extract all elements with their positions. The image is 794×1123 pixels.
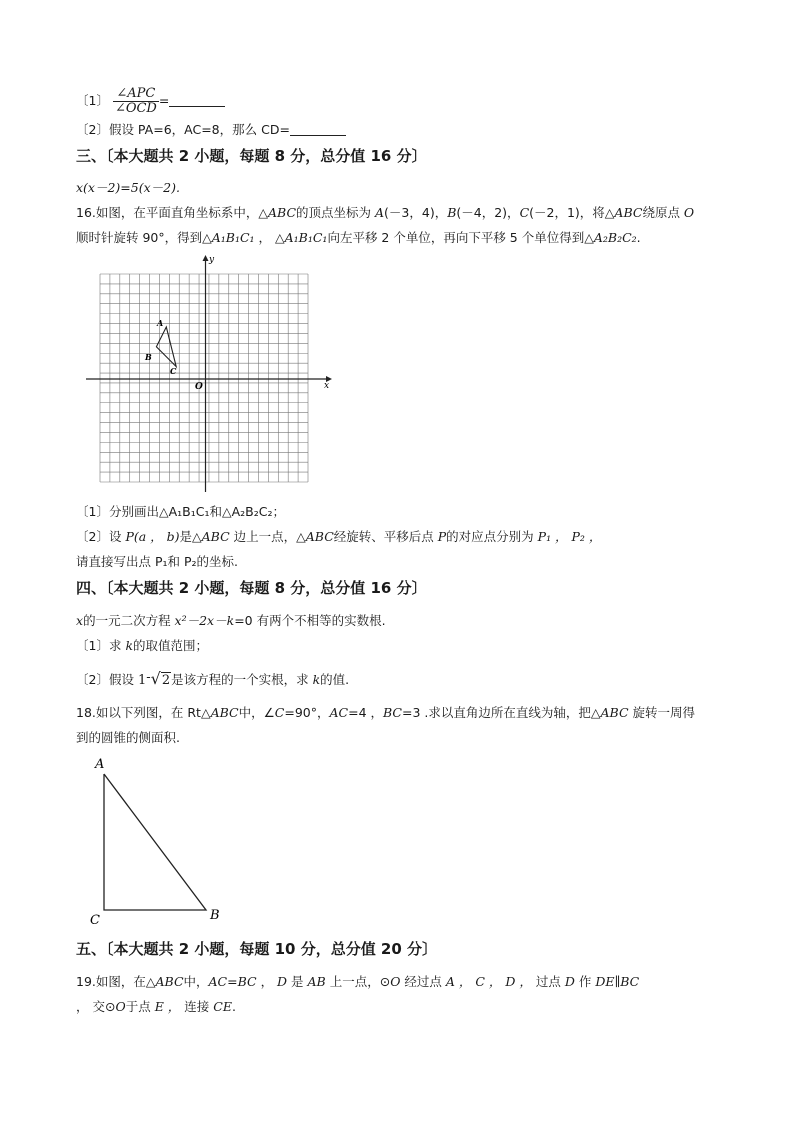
one-minus-root2-expr: 1-√2 (137, 669, 171, 688)
point-a-label: A (157, 318, 164, 328)
vertex-b-label: B (210, 908, 220, 923)
answer-blank-2[interactable] (290, 123, 346, 136)
y-axis-arrow (203, 255, 209, 261)
point-b-label: B (145, 352, 152, 362)
vertex-a-label: A (95, 757, 105, 772)
y-axis-label: y (209, 255, 215, 265)
angle-ratio-fraction: $\frac{\text{∠APC}}{\text{∠OCD}}$ (114, 86, 157, 116)
point-c-label: C (170, 366, 177, 376)
q15b-equation: x(x－2)=5(x－2). (76, 180, 180, 195)
right-triangle-figure (86, 752, 236, 930)
section-4-title: 四、〔本大题共 2 小题，每题 8 分，总分值 16 分〕 (76, 579, 427, 597)
q19-line2: ， 交⊙O于点 E ， 连接 CE. (76, 999, 236, 1014)
q17-part1: 〔1〕求 k的取值范围； (76, 638, 209, 653)
origin-label: O (195, 382, 203, 392)
q17-line1: x的一元二次方程 x²－2x－k=0 有两个不相等的实数根. (76, 613, 386, 628)
q16-part1: 〔1〕分别画出△A₁B₁C₁和△A₂B₂C₂； (76, 504, 285, 519)
section-3-title: 三、〔本大题共 2 小题，每题 8 分，总分值 16 分〕 (76, 147, 427, 165)
x-axis-label: x (324, 381, 330, 391)
q16-part2-line2: 请直接写出点 P₁和 P₂的坐标. (76, 554, 239, 569)
coordinate-grid-figure (80, 252, 340, 497)
q16-line2: 顺时针旋转 90°，得到△A₁B₁C₁ ， △A₁B₁C₁向左平移 2 个单位，再向下平移 5 个单位得到△A₂B₂C₂. (76, 230, 641, 245)
grid-lines (100, 274, 308, 482)
q18-line1: 18.如以下列图，在 Rt△ABC中，∠C=90°，AC=4 ，BC=3 .求以直角边所在直线为轴，把△ABC 旋转一周得 (76, 705, 695, 720)
answer-blank-1[interactable] (169, 94, 225, 107)
q16-part2: 〔2〕设 P(a ， b)是△ABC 边上一点，△ABC经旋转、平移后点 P的对应点分别为 P₁ ， P₂ ， (76, 529, 602, 544)
q17-part2: 〔2〕假设 1-√2是该方程的一个实根，求 k的值. (76, 669, 350, 688)
vertex-c-label: C (90, 913, 100, 928)
q18-line2: 到的圆锥的侧面积. (76, 730, 180, 745)
q15-part1: 〔1〕 $\frac{\text{∠APC}}{\text{∠OCD}}$ = (76, 87, 225, 116)
q15-part2: 〔2〕假设 PA=6，AC=8，那么 CD= (76, 122, 346, 138)
q19-line1: 19.如图，在△ABC中，AC=BC ， D 是 AB 上一点，⊙O 经过点 A ， C ， D ， 过点 D 作 DE∥BC (76, 974, 640, 989)
sqrt-sign: √ (150, 669, 161, 688)
q16-line1: 16.如图，在平面直角坐标系中，△ABC的顶点坐标为 A(－3，4)，B(－4，2)，C(－2，1)，将△ABC绕原点 O (76, 205, 695, 220)
section-5-title: 五、〔本大题共 2 小题，每题 10 分，总分值 20 分〕 (76, 940, 438, 958)
triangle-sides (104, 774, 206, 910)
